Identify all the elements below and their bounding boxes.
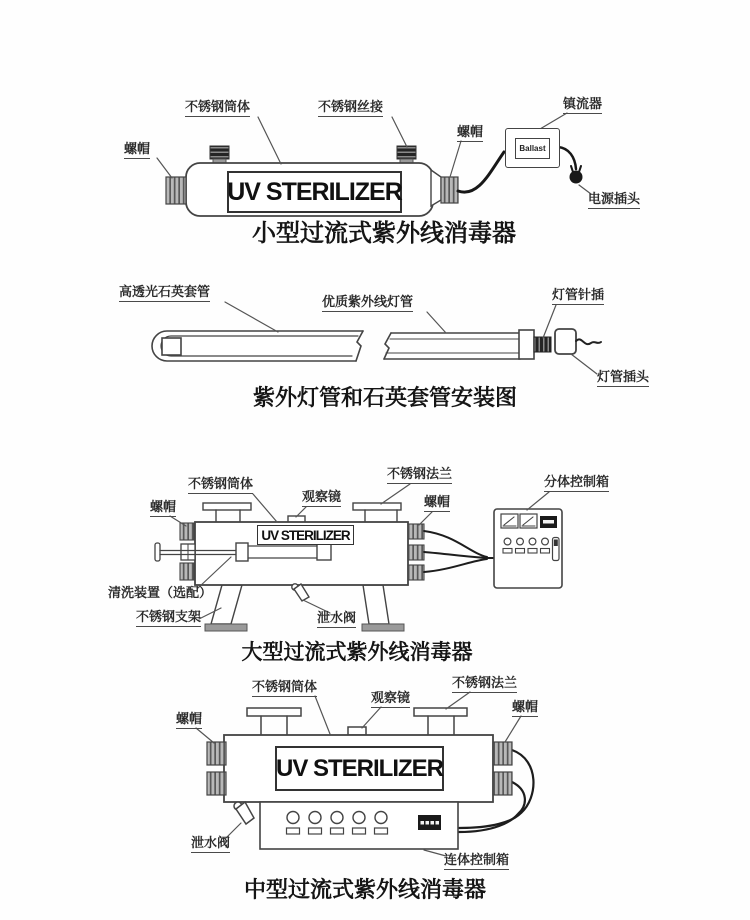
callout-nut-right-small: 螺帽 bbox=[457, 125, 484, 140]
flange-right-icon-medium bbox=[414, 708, 467, 735]
flange-right-icon bbox=[353, 503, 401, 522]
flange-left-icon-medium bbox=[247, 708, 301, 735]
callout-nut-right-medium: 螺帽 bbox=[512, 700, 539, 715]
lamp-plug-icon bbox=[555, 329, 576, 354]
ballast-box bbox=[505, 128, 560, 168]
lamp-sleeve-drawing bbox=[152, 302, 601, 374]
flange-left-icon bbox=[203, 503, 251, 522]
callout-lamp-pin: 灯管针插 bbox=[552, 288, 605, 303]
nut-right-icon bbox=[441, 177, 458, 203]
callout-control-box-large: 分体控制箱 bbox=[544, 475, 610, 490]
uv-sterilizer-nameplate-medium: UV STERILIZER bbox=[275, 746, 444, 791]
callout-wire-joint: 不锈钢丝接 bbox=[318, 100, 384, 115]
title-medium-sterilizer: 中型过流式紫外线消毒器 bbox=[243, 878, 486, 903]
title-small-sterilizer: 小型过流式紫外线消毒器 bbox=[252, 219, 516, 247]
callout-power-plug: 电源插头 bbox=[588, 192, 641, 207]
callout-cleaning-device: 清洗装置（选配） bbox=[108, 586, 213, 601]
callout-flange-large: 不锈钢法兰 bbox=[387, 467, 453, 482]
callout-uv-lamp: 优质紫外线灯管 bbox=[322, 295, 414, 310]
title-lamp-sleeve: 紫外灯管和石英套管安装图 bbox=[252, 386, 517, 411]
sight-glass-icon-medium bbox=[348, 727, 366, 735]
callout-flange-medium: 不锈钢法兰 bbox=[452, 676, 518, 691]
nut-left-icon bbox=[166, 177, 186, 204]
uv-sterilizer-nameplate-large: UV STERILIZER bbox=[257, 525, 354, 545]
inlet-port-icon bbox=[210, 146, 229, 164]
callout-drain-valve-large: 泄水阀 bbox=[317, 611, 357, 626]
callout-ballast: 镇流器 bbox=[563, 97, 603, 112]
uv-sterilizer-nameplate-small: UV STERILIZER bbox=[227, 171, 402, 213]
callout-sight-glass-medium: 观察镜 bbox=[371, 691, 411, 706]
callout-nut-right-large: 螺帽 bbox=[424, 495, 451, 510]
callout-body-large: 不锈钢筒体 bbox=[188, 477, 254, 492]
callout-control-box-medium: 连体控制箱 bbox=[444, 853, 510, 868]
callout-body-medium: 不锈钢筒体 bbox=[252, 680, 318, 695]
integrated-control-box-icon bbox=[260, 802, 458, 849]
drain-valve-icon bbox=[292, 584, 309, 601]
control-cables-icon bbox=[424, 531, 494, 572]
callout-quartz-sleeve: 高透光石英套管 bbox=[119, 285, 211, 300]
large-sterilizer-drawing bbox=[155, 484, 562, 631]
separate-control-box-icon bbox=[494, 509, 562, 588]
callout-body-small: 不锈钢筒体 bbox=[185, 100, 251, 115]
callout-drain-valve-medium: 泄水阀 bbox=[191, 836, 231, 851]
callout-nut-left-small: 螺帽 bbox=[124, 142, 151, 157]
callout-sight-glass-large: 观察镜 bbox=[302, 490, 342, 505]
lamp-pin-icon bbox=[534, 337, 551, 352]
callout-nut-left-medium: 螺帽 bbox=[176, 712, 203, 727]
callout-nut-left-large: 螺帽 bbox=[150, 500, 177, 515]
outlet-port-icon bbox=[397, 146, 416, 164]
drain-valve-icon-medium bbox=[234, 802, 254, 824]
title-large-sterilizer: 大型过流式紫外线消毒器 bbox=[241, 640, 473, 664]
ballast-label: Ballast bbox=[515, 138, 550, 159]
callout-bracket: 不锈钢支架 bbox=[136, 610, 202, 625]
callout-lamp-plug: 灯管插头 bbox=[597, 370, 650, 385]
